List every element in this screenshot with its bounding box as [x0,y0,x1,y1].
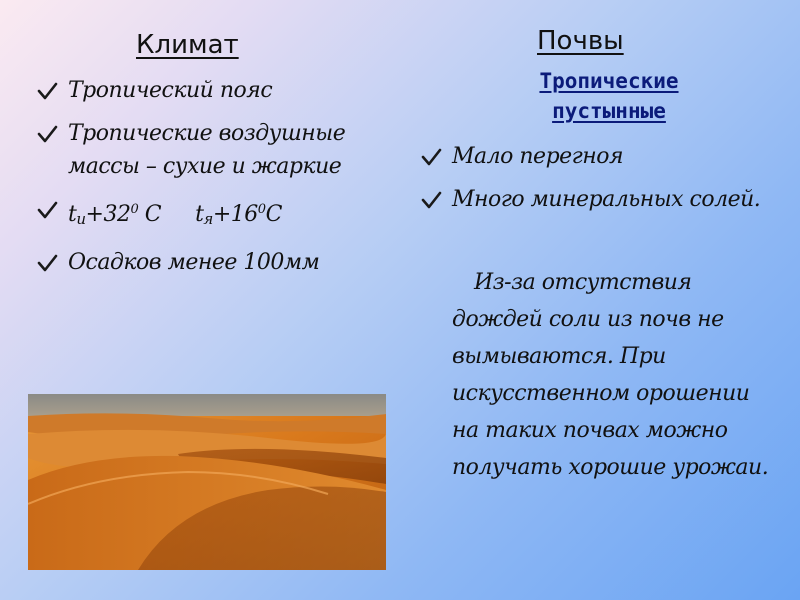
soils-item-label: Много минеральных солей. [452,187,761,212]
soil-type-title: Тропические пустынные [539,69,679,123]
soils-paragraph: Из-за отсутствия дождей соли из почв не вымываются. При искусственном орошении на таких почвах можно получать хорошие урожаи. [452,270,769,480]
climate-heading: Климат [136,30,239,60]
list-item [36,117,366,183]
desert-dunes-photo [28,394,386,570]
checkmark-icon [420,146,442,168]
climate-item-label: Тропические воздушные массы – сухие и жаркие [68,121,346,179]
soils-list [420,140,780,226]
list-item [36,246,366,279]
list-item [420,183,780,216]
temperature-line: $t_и+32^0$ С $t_я+16^0С$ [68,202,282,228]
checkmark-icon [36,123,58,145]
soils-item-label: Мало перегноя [452,144,624,169]
list-item [36,74,366,107]
list-item [36,193,366,236]
climate-item-label: Тропический пояс [68,78,273,103]
soils-heading: Почвы [537,26,624,56]
checkmark-icon [36,80,58,102]
checkmark-icon [420,189,442,211]
climate-list [36,74,366,289]
checkmark-icon [36,199,58,221]
list-item [420,140,780,173]
climate-item-label: Осадков менее 100мм [68,250,320,275]
checkmark-icon [36,252,58,274]
